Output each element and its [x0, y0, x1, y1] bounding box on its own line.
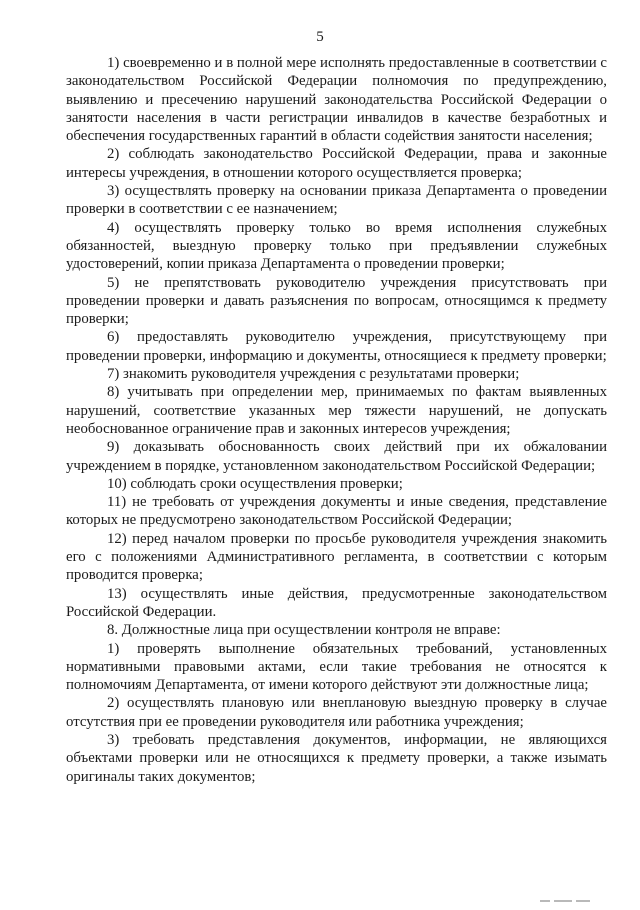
paragraph-duty-3: 3) осуществлять проверку на основании приказа Департамента о проведении проверки в соответствии с ее назначением;: [66, 183, 607, 218]
paragraph-duty-5: 5) не препятствовать руководителю учреждения присутствовать при проведении проверки и давать разъяснения по вопросам, относящимся к предмету проверки;: [66, 274, 607, 328]
paragraph-prohibition-2: 2) осуществлять плановую или внеплановую выездную проверку в случае отсутствия при ее проведении руководителя или работника учреждения;: [66, 695, 607, 730]
paragraph-duty-8: 8) учитывать при определении мер, принимаемых по фактам выявленных нарушений, соответствие указанных мер тяжести нарушений, не допускать необоснованное ограничение прав и законных интересов учреждения;: [66, 384, 607, 437]
paragraph-duty-12: 12) перед началом проверки по просьбе руководителя учреждения знакомить его с положениями Административного регламента, в соответствии с которым проводится проверка;: [66, 530, 607, 584]
paragraph-duty-1: 1) своевременно и в полной мере исполнять предоставленные в соответствии с законодательством Российской Федерации полномочия по предупреждению, выявлению и пресечению нарушений законодательства Российской Федерации о занятости населения в части регистрации инвалидов в качестве безработных и обеспечения государственных гарантий в области содействия занятости населения;: [66, 55, 607, 145]
page-number: 5: [316, 29, 324, 45]
paragraph-duty-2: 2) соблюдать законодательство Российской Федерации, права и законные интересы учреждения, в отношении которого осуществляется проверка;: [66, 146, 607, 181]
paragraph-prohibition-3: 3) требовать представления документов, информации, не являющихся объектами проверки или не относящихся к предмету проверки, а также изымать оригиналы таких документов;: [66, 731, 607, 785]
paragraph-duty-11: 11) не требовать от учреждения документы и иные сведения, представление которых не предусмотрено законодательством Российской Федерации;: [66, 494, 607, 529]
paragraph-duty-4: 4) осуществлять проверку только во время исполнения служебных обязанностей, выездную проверку только при предъявлении служебных удостоверений, копии приказа Департамента о проведении проверки;: [66, 219, 607, 273]
paragraph-prohibition-1: 1) проверять выполнение обязательных требований, установленных нормативными правовыми актами, если такие требования не относятся к полномочиям Департамента, от имени которого действуют эти должностные лица;: [66, 640, 607, 694]
section-8-heading: 8. Должностные лица при осуществлении контроля не вправе:: [107, 622, 501, 639]
scan-artifact-mark: [540, 892, 610, 898]
paragraph-duty-9: 9) доказывать обоснованность своих действий при их обжаловании учреждением в порядке, установленном законодательством Российской Федерации;: [66, 439, 607, 474]
document-body: [66, 54, 607, 786]
paragraph-duty-13: 13) осуществлять иные действия, предусмотренные законодательством Российской Федерации.: [66, 585, 607, 620]
paragraph-duty-7: 7) знакомить руководителя учреждения с результатами проверки;: [107, 366, 520, 383]
paragraph-duty-6: 6) предоставлять руководителю учреждения, присутствующему при проведении проверки, информацию и документы, относящиеся к предмету проверки;: [66, 329, 607, 364]
paragraph-duty-10: 10) соблюдать сроки осуществления проверки;: [107, 475, 403, 492]
